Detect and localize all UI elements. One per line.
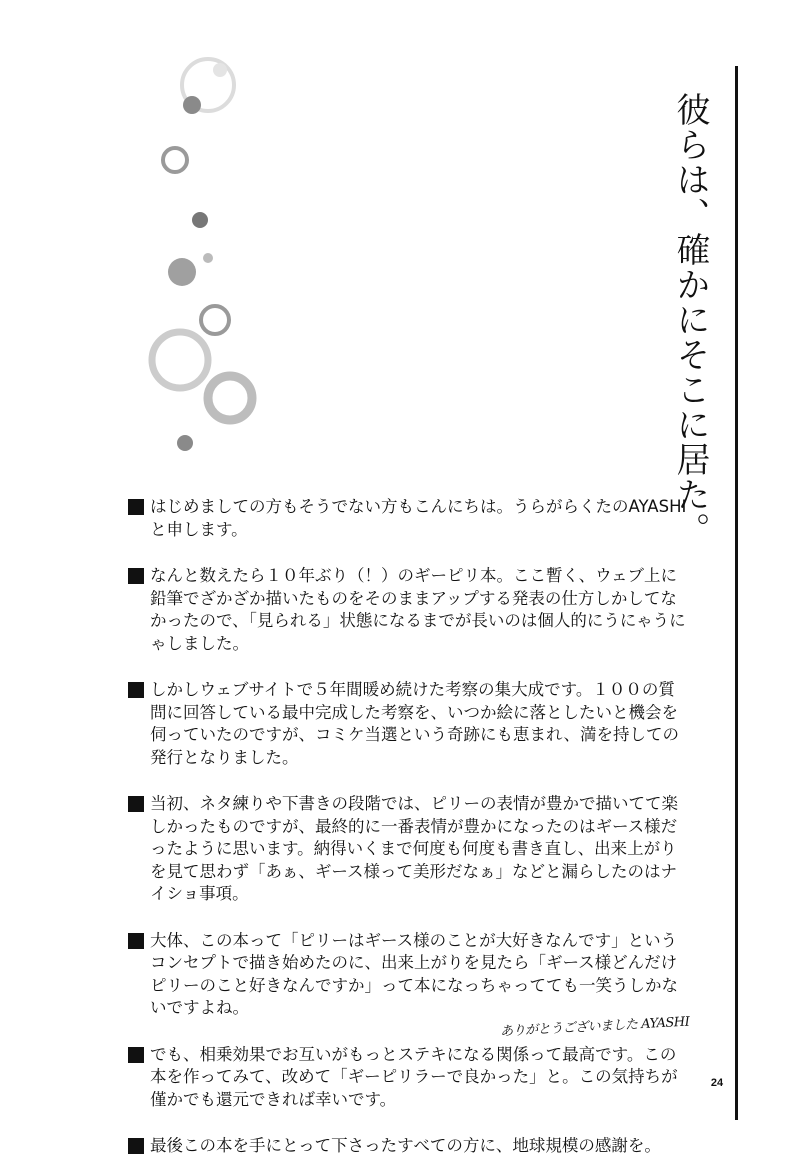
paragraph: しかしウェブサイトで５年間暖め続けた考察の集大成です。１００の質問に回答している最中完成した考察を、いつか絵に落としたいと機会を伺っていたのですが、コミケ当選という奇跡にも恵まれ、満を持しての発行となりました。 (128, 679, 688, 769)
signature: ありがとうございました AYASHI (499, 1014, 690, 1040)
bokeh-circle (177, 435, 193, 451)
square-bullet-icon (128, 682, 144, 698)
bokeh-circle (208, 376, 252, 420)
square-bullet-icon (128, 568, 144, 584)
paragraph: 当初、ネタ練りや下書きの段階では、ピリーの表情が豊かで描いてて楽しかったものですが、最終的に一番表情が豊かになったのはギース様だったように思います。納得いくまで何度も何度も書き直し、出来上がりを見て思わず「あぁ、ギース様って美形だなぁ」などと漏らしたのはナイショ事項。 (128, 793, 688, 906)
bokeh-circle (168, 258, 196, 286)
paragraph: なんと数えたら１０年ぶり（！）のギーピリ本。ここ暫く、ウェブ上に鉛筆でざかざか描いたものをそのままアップする発表の仕方しかしてなかったので、「見られる」状態になるまでが長いのは個人的にうにゃうにゃしました。 (128, 565, 688, 655)
bokeh-circle (163, 148, 187, 172)
square-bullet-icon (128, 499, 144, 515)
bokeh-circle (201, 306, 229, 334)
bokeh-circle (183, 96, 201, 114)
vertical-rule (735, 66, 738, 1120)
bokeh-decoration (120, 50, 380, 460)
paragraph: 大体、この本って「ピリーはギース様のことが大好きなんです」というコンセプトで描き始めたのに、出来上がりを見たら「ギース様どんだけピリーのこと好きなんですか」って本になっちゃってても一笑うしかないですよね。 (128, 930, 688, 1020)
square-bullet-icon (128, 796, 144, 812)
paragraph: でも、相乗効果でお互いがもっとステキになる関係って最高です。この本を作ってみて、改めて「ギーピリラーで良かった」と。この気持ちが僅かでも還元できれば幸いです。 (128, 1044, 688, 1112)
paragraph: はじめましての方もそうでない方もこんにちは。うらがらくたのAYASHIと申します。 (128, 496, 688, 541)
bokeh-circle (203, 253, 213, 263)
page-number: 24 (710, 1077, 724, 1089)
bokeh-circle (192, 212, 208, 228)
bokeh-circle (152, 332, 208, 388)
bokeh-circle (213, 63, 227, 77)
square-bullet-icon (128, 933, 144, 949)
paragraph: 最後この本を手にとって下さったすべての方に、地球規模の感謝を。 (128, 1135, 688, 1158)
square-bullet-icon (128, 1047, 144, 1063)
afterword-body (128, 496, 688, 1158)
page-title: 彼らは、確かにそこに居た。 (670, 92, 710, 547)
square-bullet-icon (128, 1138, 144, 1154)
